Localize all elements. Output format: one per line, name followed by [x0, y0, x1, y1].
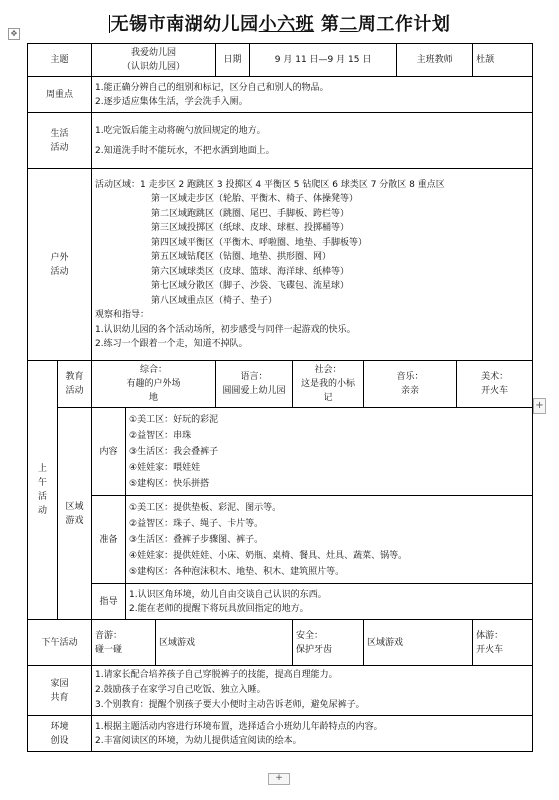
- morning-label: 上 午 活 动: [28, 361, 58, 620]
- life-content: 1.吃完饭后能主动将碗勺放回规定的地方。 2.知道洗手时不能玩水，不把水洒到地面上。: [92, 113, 533, 169]
- outdoor-area-3: 第三区域投掷区（纸球、皮球、球框、投掷桶等）: [151, 223, 350, 233]
- outdoor-area-5: 第五区域钻爬区（钻圈、地垫、拱形圈、网）: [151, 252, 332, 262]
- add-column-plus-icon[interactable]: +: [533, 398, 546, 414]
- date-value: 9 月 11 日—9 月 15 日: [250, 44, 397, 77]
- table-move-handle-icon[interactable]: ✥: [8, 28, 20, 40]
- date-label: 日期: [216, 44, 250, 77]
- afternoon-area-1: 区域游戏: [156, 620, 293, 666]
- outdoor-label: 户外 活动: [28, 169, 92, 361]
- afternoon-label: 下午活动: [28, 620, 92, 666]
- home-label: 家园 共育: [28, 666, 92, 716]
- outdoor-area-6: 第六区域球类区（皮球、篮球、海洋球、纸棒等）: [151, 266, 350, 277]
- education-subject-4: 音乐： 亲亲: [364, 361, 457, 408]
- theme-value: 我爱幼儿园 （认识幼儿园）: [92, 44, 216, 77]
- area-guide-label: 指导: [92, 584, 126, 620]
- area-content: ①美工区：好玩的彩泥 ②益智区：串珠 ③生活区：我会叠裤子 ④娃娃家：喂娃娃 ⑤建构区：快乐拼搭: [126, 408, 533, 496]
- outdoor-area-8: 第八区域重点区（椅子、垫子）: [151, 295, 278, 306]
- area-games-label: 区域 游戏: [58, 408, 92, 620]
- afternoon-safety: 安全： 保护牙齿: [293, 620, 364, 666]
- home-content: 1.请家长配合培养孩子自己穿脱裤子的技能，提高自理能力。 2.鼓励孩子在家学习自己吃饭、独立入睡。 3.个别教育：提醒个别孩子要大小便时主动告诉老师，避免尿裤子。: [92, 666, 533, 716]
- education-subject-3: 社会： 这是我的小标 记: [293, 361, 364, 408]
- teacher-label: 主班教师: [397, 44, 473, 77]
- area-prep: ①美工区：提供垫板、彩泥、图示等。 ②益智区：珠子、绳子、卡片等。 ③生活区：叠裤子步骤图、裤子。 ④娃娃家：提供娃娃、小床、奶瓶、桌椅、餐具、灶具、蔬菜、锅等。 ⑤建构区：各种泡沫积木、地垫、积木、建筑照片等。: [126, 496, 533, 584]
- page-title: 无锡市南湖幼儿园小六班 第二周工作计划: [110, 14, 451, 35]
- outdoor-guide-label: 观察和指导：: [95, 310, 150, 320]
- text-cursor: [109, 15, 110, 33]
- week-number: 二: [339, 14, 358, 35]
- education-subject-5: 美术： 开火车: [457, 361, 533, 408]
- week-focus-content: 1.能正确分辨自己的组别和标记，区分自己和别人的物品。 2.逐步适应集体生活，学会洗手入厕。: [92, 77, 533, 113]
- area-guide: 1.认识区角环境，幼儿自由交谈自己认识的东西。 2.能在老师的提醒下将玩具放回指定的地方。: [126, 584, 533, 620]
- outdoor-guide-2: 2.练习一个跟着一个走，知道不掉队。: [95, 339, 248, 349]
- env-label: 环境 创设: [28, 716, 92, 752]
- education-label: 教育 活动: [58, 361, 92, 408]
- afternoon-music: 音游： 碰一碰: [92, 620, 156, 666]
- class-name: 小六班: [258, 14, 315, 35]
- area-prep-label: 准备: [92, 496, 126, 584]
- life-label: 生活 活动: [28, 113, 92, 169]
- education-subject-1: 综合： 有趣的户外场 地: [92, 361, 216, 408]
- week-focus-label: 周重点: [28, 77, 92, 113]
- outdoor-guide-1: 1.认识幼儿园的各个活动场所，初步感受与同伴一起游戏的快乐。: [95, 324, 356, 335]
- outdoor-area-1: 第一区域走步区（轮胎、平衡木、椅子、体操凳等）: [151, 194, 359, 204]
- outdoor-content: [92, 169, 533, 361]
- area-content-label: 内容: [92, 408, 126, 496]
- afternoon-area-2: 区域游戏: [364, 620, 473, 666]
- outdoor-area-4: 第四区域平衡区（平衡木、呼啦圈、地垫、手脚板等）: [151, 237, 368, 248]
- outdoor-area-7: 第七区域分散区（脚子、沙袋、飞碟包、流星球）: [151, 281, 350, 291]
- outdoor-area-2: 第二区域跑跳区（跳圈、尾巴、手脚板、跨栏等）: [151, 208, 350, 219]
- theme-label: 主题: [28, 44, 92, 77]
- add-row-plus-icon[interactable]: +: [268, 773, 290, 785]
- teacher-value: 杜颉: [473, 44, 533, 77]
- afternoon-pe: 体游： 开火车: [473, 620, 533, 666]
- education-subject-2: 语言： 圆圆爱上幼儿园: [216, 361, 293, 408]
- weekly-plan-table: [27, 43, 533, 752]
- env-content: 1.根据主题活动内容进行环境布置，选择适合小班幼儿年龄特点的内容。 2.丰富阅读区的环境，为幼儿提供适宜阅读的绘本。: [92, 716, 533, 752]
- outdoor-areas-intro: 活动区域：1 走步区 2 跑跳区 3 投掷区 4 平衡区 5 钻爬区 6 球类区 7 分散区 8 重点区: [95, 179, 445, 190]
